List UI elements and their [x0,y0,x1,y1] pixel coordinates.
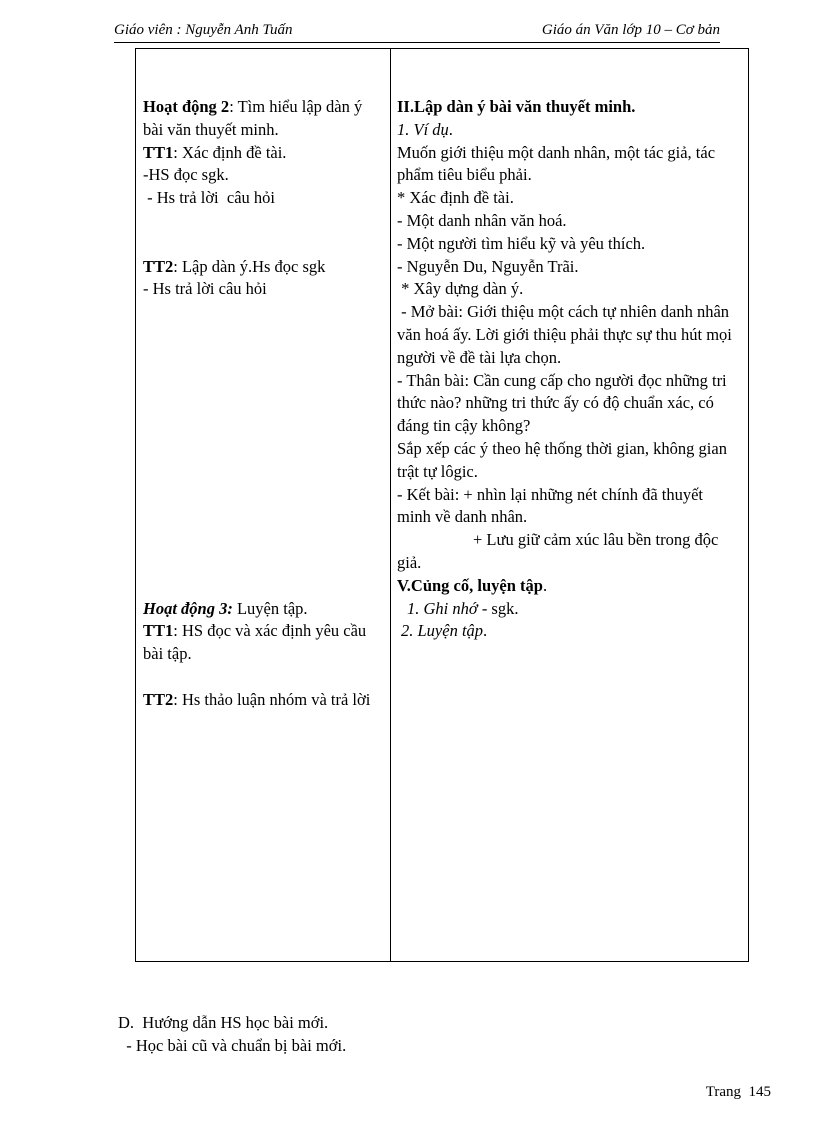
conclusion-note: + Lưu giữ cảm xúc lâu bền trong độc giả. [397,530,719,572]
tt1-label: TT1 [143,142,174,162]
section-5-title: V.Củng cố, luyện tập. [397,575,548,595]
outline-step: * Xây dựng dàn ý. [397,279,524,299]
body-paragraph: - Thân bài: Cần cung cấp cho người đọc những tri thức nào? những tri thức ấy có độ chuẩn xác, có đáng tin cậy không? [397,370,727,436]
right-column [397,96,737,643]
activity-2 [143,96,385,142]
conclusion-paragraph: - Kết bài: + nhìn lại những nét chính đã thuyết minh về danh nhân. [397,484,704,527]
activity-2-label: Hoạt động 2 [143,97,230,116]
tt1-text: : Xác định đề tài. [173,142,287,162]
tt2-practice-text: : Hs thảo luận nhóm và trả lời [173,689,371,709]
summary-item: 1. Ghi nhớ - sgk. [407,598,519,618]
hs-answer-2: - Hs trả lời câu hỏi [143,279,267,299]
hs-read: -HS đọc sgk. [143,165,229,185]
tt1-practice-text: : HS đọc và xác định yêu cầu bài tập. [143,621,367,664]
practice-item: 2. Luyện tập. [401,621,488,641]
tt2 [143,256,385,279]
header-course: Giáo án Văn lớp 10 – Cơ bản [541,22,720,38]
topic-item-2: - Một người tìm hiểu kỹ và yêu thích. [397,233,646,253]
activity-3-text: Luyện tập. [232,598,308,618]
tt2-practice-label: TT2 [143,689,174,709]
homework-heading: D. Hướng dẫn HS học bài mới. [118,1013,329,1032]
homework-item: - Học bài cũ và chuẩn bị bài mới. [118,1035,347,1055]
practice-label: 2. Luyện tập [401,621,484,641]
activity-3-label: Hoạt động 3: [143,598,233,618]
tt2-practice [143,689,385,712]
arrangement-paragraph: Sắp xếp các ý theo hệ thống thời gian, không gian trật tự lôgic. [397,438,727,481]
page-number: Trang 145 [705,1084,771,1100]
topic-step: * Xác định đề tài. [397,188,514,208]
summary-label: 1. Ghi nhớ [407,598,478,618]
section-2-title: II.Lập dàn ý bài văn thuyết minh. [397,97,636,116]
homework-section [118,1012,346,1058]
intro-paragraph: Muốn giới thiệu một danh nhân, một tác giả, tác phẩm tiêu biểu phải. [397,142,716,185]
tt1-practice-label: TT1 [143,621,174,641]
example-heading: 1. Ví dụ. [397,119,453,139]
left-column [143,96,385,712]
example-label: 1. Ví dụ [397,119,449,139]
hs-answer-1: - Hs trả lời câu hỏi [143,188,275,208]
tt1-practice [143,620,385,666]
tt2-label: TT2 [143,256,174,276]
opening-paragraph: - Mở bài: Giới thiệu một cách tự nhiên danh nhân văn hoá ấy. Lời giới thiệu phải thực sự thu hút mọi người về đề tài lựa chọn. [397,302,737,367]
topic-item-1: - Một danh nhân văn hoá. [397,210,567,230]
tt2-text: : Lập dàn ý.Hs đọc sgk [173,256,326,276]
activity-2-text: : Tìm hiểu lập dàn ý bài văn thuyết minh. [143,97,363,139]
tt1 [143,142,385,165]
header-teacher: Giáo viên : Nguyễn Anh Tuấn [114,22,293,38]
page-header [114,22,720,43]
column-divider [390,49,391,961]
topic-item-3: - Nguyễn Du, Nguyễn Trãi. [397,256,579,276]
activity-3 [143,598,385,621]
